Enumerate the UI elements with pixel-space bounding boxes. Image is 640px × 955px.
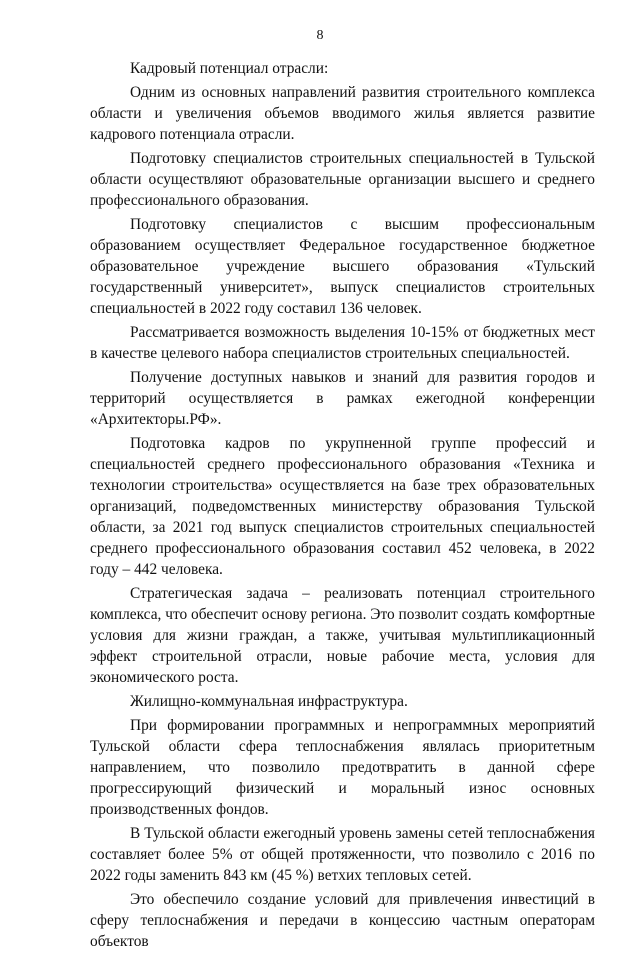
section-heading-utilities: Жилищно-коммунальная инфраструктура.	[130, 693, 408, 710]
paragraph: Это обеспечило создание условий для привлечения инвестиций в сферу теплоснабжения и передачи в концессию частным операторам объектов	[90, 891, 595, 950]
paragraph: Подготовку специалистов с высшим профессиональным образованием осуществляет Федеральное государственное бюджетное образовательное учреждение высшего образования «Тульский государственный университет», выпуск специалистов строительных специальностей в 2022 году составил 136 человек.	[90, 216, 595, 317]
paragraph: Подготовку специалистов строительных специальностей в Тульской области осуществляют образовательные организации высшего и среднего профессионального образования.	[90, 150, 595, 209]
paragraph: Получение доступных навыков и знаний для развития городов и территорий осуществляется в рамках ежегодной конференции «Архитекторы.РФ».	[90, 369, 595, 428]
paragraph: При формировании программных и непрограммных мероприятий Тульской области сфера теплоснабжения являлась приоритетным направлением, что позволило предотвратить в данной сфере прогрессирующий физический и моральный износ основных производственных фондов.	[90, 717, 595, 818]
document-body	[90, 58, 595, 955]
paragraph: Рассматривается возможность выделения 10-15% от бюджетных мест в качестве целевого набора специалистов строительных специальностей.	[90, 324, 595, 362]
paragraph: Одним из основных направлений развития строительного комплекса области и увеличения объемов вводимого жилья является развитие кадрового потенциала отрасли.	[90, 84, 595, 143]
paragraph: Подготовка кадров по укрупненной группе профессий и специальностей среднего профессионального образования «Техника и технологии строительства» осуществляется на базе трех образовательных организаций, подведомственных министерству образования Тульской области, за 2021 год выпуск специалистов строительных специальностей среднего профессионального образования составил 452 человека, в 2022 году – 442 человека.	[90, 435, 595, 578]
section-heading-personnel: Кадровый потенциал отрасли:	[130, 60, 329, 77]
paragraph: В Тульской области ежегодный уровень замены сетей теплоснабжения составляет более 5% от общей протяженности, что позволило с 2016 по 2022 годы заменить 843 км (45 %) ветхих тепловых сетей.	[90, 825, 595, 884]
page-number: 8	[316, 28, 324, 43]
paragraph: Стратегическая задача – реализовать потенциал строительного комплекса, что обеспечит основу региона. Это позволит создать комфортные условия для жизни граждан, а также, учитывая мультипликационный эффект строительной отрасли, новые рабочие места, условия для экономического роста.	[90, 585, 595, 686]
